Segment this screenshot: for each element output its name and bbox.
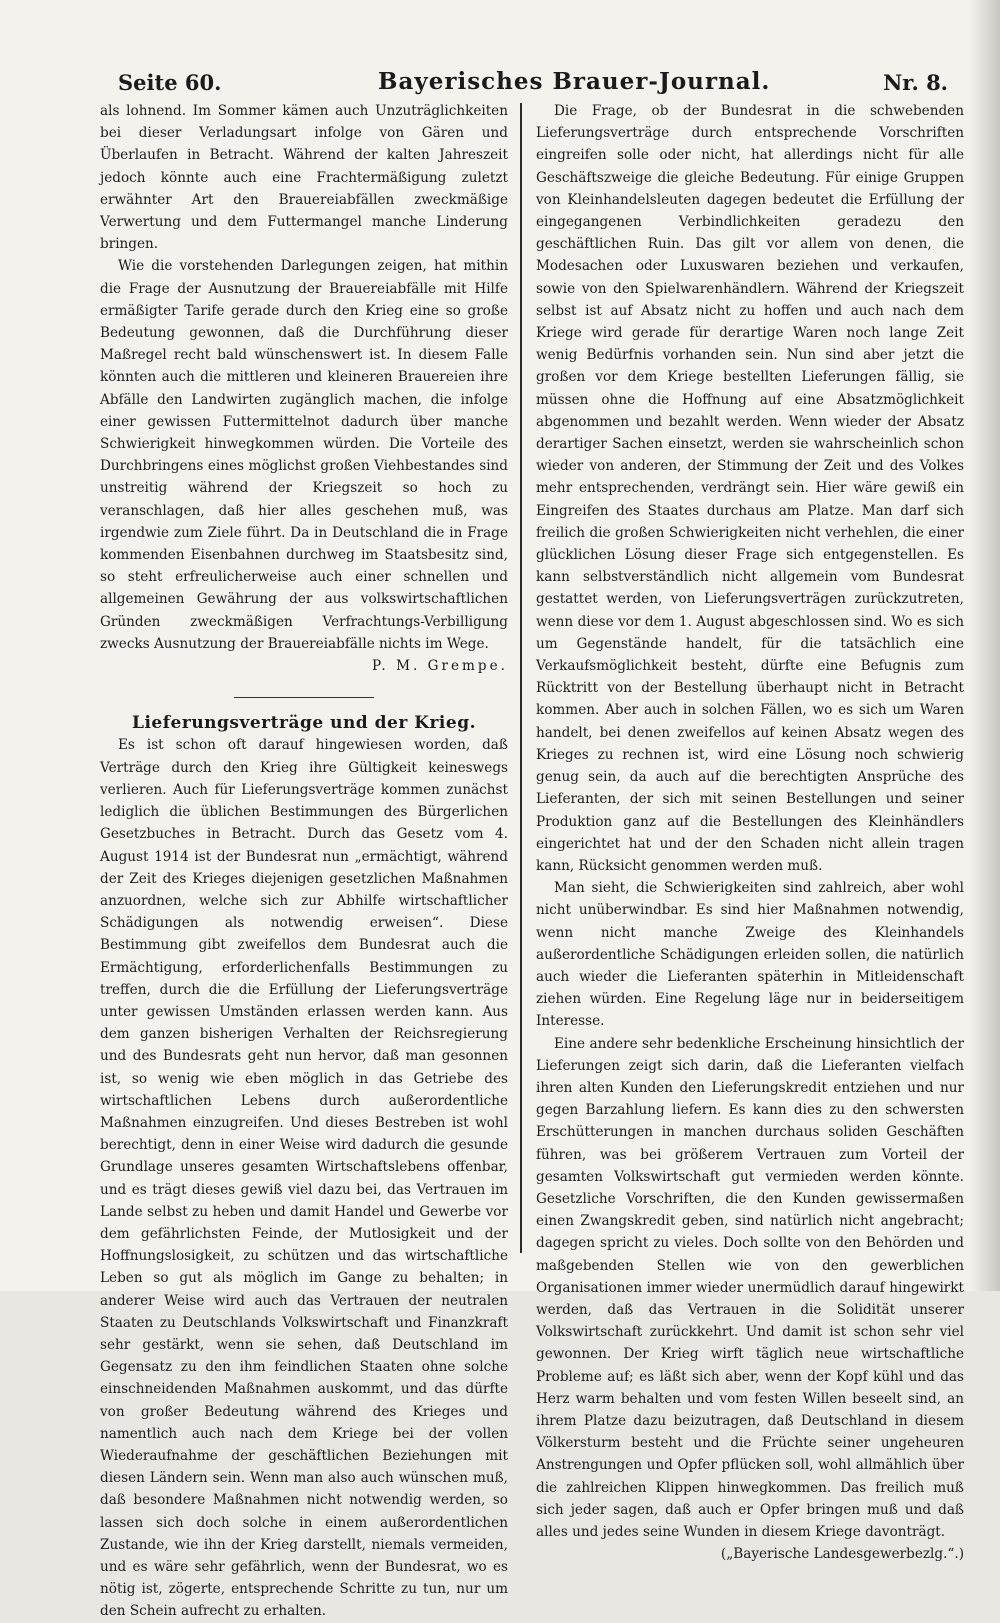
article-paragraph: Man sieht, die Schwierigkeiten sind zahlreich, aber wohl nicht unüberwindbar. Es sind hier Maßnahmen notwendig, wenn nicht manche Zweige des Kleinhandels außerordentliche Schädigungen erleiden sollen, die natürlich auch wieder die Lieferanten späterhin in Mitleidenschaft ziehen würden. Eine Regelung läge nur in beiderseitigem Interesse.: [536, 880, 964, 1030]
binding-shadow: [970, 0, 1000, 1291]
issue-number: Nr. 8.: [883, 70, 948, 95]
section-divider: [234, 697, 374, 698]
article-continuation: als lohnend. Im Sommer kämen auch Unzuträglichkeiten bei dieser Verladungsart infolge von Gären und Überlaufen in Betracht. Während der kalten Jahreszeit jedoch könnte auch eine Frachtermäßigung zuletzt erwähnter Art den Brauereiabfällen zweckmäßige Verwertung und dem Futtermangel manche Linderung bringen.: [100, 103, 508, 253]
journal-title: Bayerisches Brauer-Journal.: [378, 68, 771, 95]
section-paragraph: Es ist schon oft darauf hingewiesen worden, daß Verträge durch den Krieg ihre Gültigkeit keineswegs verlieren. Auch für Lieferungsverträge kommen zunächst lediglich die üblichen Bestimmungen des Bürgerlichen Gesetzbuches in Betracht. Durch das Gesetz vom 4. August 1914 ist der Bundesrat nun „ermächtigt, während der Zeit des Krieges diejenigen gesetzlichen Maßnahmen anzuordnen, welche sich zur Abhilfe wirtschaftlicher Schädigungen als notwendig erweisen“. Diese Bestimmung gibt zweifellos dem Bundesrat auch die Ermächtigung, erforderlichenfalls Bestimmungen zu treffen, durch die die Erfüllung der Lieferungsverträge unter gewissen Umständen erlassen werden kann. Aus dem ganzen bisherigen Verhalten der Reichsregierung und des Bundesrats geht nun hervor, daß man gesonnen ist, so wenig wie eben möglich in das Getriebe des wirtschaftlichen Lebens durch außerordentliche Maßnahmen einzugreifen. Und dieses Bestreben ist wohl berechtigt, denn in einer Weise wird dadurch die gesunde Grundlage unseres gesamten Wirtschaftslebens offenbar, und es trägt dieses gewiß viel dazu bei, das Vertrauen im Lande selbst zu heben und damit Handel und Gewerbe vor dem gefährlichsten Feinde, der Mutlosigkeit und der Hoffnungslosigkeit, zu schützen und das wirtschaftliche Leben so gut als möglich im Gange zu behalten; in anderer Weise wird auch das Vertrauen der neutralen Staaten zu Deutschlands Volkswirtschaft und Finanzkraft sehr gestärkt, wenn sie sehen, daß Deutschland im Gegensatz zu den ihm feindlichen Staaten ohne solche einschneidenden Maßnahmen auskommt, und das dürfte von großer Bedeutung während des Krieges und namentlich auch nach dem Kriege bei der vollen Wiederaufnahme der geschäftlichen Beziehungen mit diesen Ländern sein. Wenn man also auch wünschen muß, daß besondere Maßnahmen nicht notwendig werden, so lassen sich doch solche in einem außerordentlichen Zustande, wie ihn der Krieg darstellt, niemals vermeiden, und es wäre sehr gefährlich, wenn der Bundesrat, wo es nötig ist, zögerte, entsprechende Schritte zu tun, nur um den Schein aufrecht zu erhalten.: [100, 737, 508, 1620]
page-number: Seite 60.: [118, 70, 222, 95]
article-paragraph: Wie die vorstehenden Darlegungen zeigen, hat mithin die Frage der Ausnutzung der Brauereiabfälle mit Hilfe ermäßigter Tarife gerade durch den Krieg eine so große Bedeutung gewonnen, daß die Durchführung dieser Maßregel recht bald wünschenswert ist. In diesem Falle könnten auch die mittleren und kleineren Brauereien ihre Abfälle den Landwirten zugänglich machen, die infolge einer gewissen Futtermittelnot dadurch über manche Schwierigkeit hinwegkommen würden. Die Vorteile des Durchbringens eines möglichst großen Viehbestandes sind unstreitig während der Kriegszeit so hoch zu veranschlagen, daß hier alles geschehen muß, was irgendwie zum Ziele führt. Da in Deutschland die in Frage kommenden Eisenbahnen durchweg im Staatsbesitz sind, so steht erfreulicherweise auch einer schnellen und allgemeinen Gewährung der aus volkswirtschaftlichen Gründen zweckmäßigen Verfrachtungs-Verbilligung zwecks Ausnutzung der Brauereiabfälle nichts im Wege.: [100, 258, 508, 652]
article-signature: P. M. Grempe.: [372, 658, 508, 675]
column-divider: [520, 103, 522, 1253]
article-source: („Bayerische Landesgewerbezlg.“.): [720, 1546, 964, 1563]
section-heading: Lieferungsverträge und der Krieg.: [132, 713, 476, 734]
article-paragraph: Die Frage, ob der Bundesrat in die schwebenden Lieferungsverträge durch entsprechende Vorschriften eingreifen solle oder nicht, hat allerdings nicht für alle Geschäftszweige die gleiche Bedeutung. Für einige Gruppen von Kleinhandelsleuten dagegen bedeutet die Erfüllung der eingegangenen Verbindlichkeiten geradezu den geschäftlichen Ruin. Das gilt vor allem von denen, die Modesachen oder Luxuswaren beziehen und verkaufen, sowie von den Spielwarenhändlern. Während der Kriegszeit selbst ist auf Absatz nicht zu hoffen und auch nach dem Kriege wird gerade für derartige Waren noch lange Zeit wenig Bedürfnis vorhanden sein. Nun sind aber jetzt die großen vor dem Kriege bestellten Lieferungen fällig, sie müssen ohne die Hoffnung auf eine Absatzmöglichkeit abgenommen und bezahlt werden. Wenn wieder der Absatz derartiger Sachen einsetzt, werden sie wahrscheinlich schon wieder von anderen, der Stimmung der Zeit und des Volkes mehr entsprechenden, verdrängt sein. Hier wäre gewiß ein Eingreifen des Staates durchaus am Platze. Man darf sich freilich die großen Schwierigkeiten nicht verhehlen, die einer glücklichen Lösung dieser Frage sich entgegenstellen. Es kann selbstverständlich nicht allgemein vom Bundesrat gestattet werden, von Lieferungsverträgen zurückzutreten, wenn diese vor dem 1. August abgeschlossen sind. Wo es sich um Gegenstände handelt, für die tatsächlich eine Verkaufsmöglichkeit besteht, dürfte eine Befugnis zum Rücktritt von der Bestellung überhaupt nicht in Betracht kommen. Aber auch in solchen Fällen, wo es sich um Waren handelt, bei denen zweifellos auf keinen Absatz wegen des Krieges zu rechnen ist, wird eine Lösung noch schwierig genug sein, da auch auf die berechtigten Ansprüche des Lieferanten, der sich mit seinen Bestellungen und seiner Produktion ganz auf die Bestellungen des Kleinhändlers eingerichtet hat und der den Schaden nicht allein tragen kann, Rücksicht genommen werden muß.: [536, 103, 964, 874]
article-paragraph: Eine andere sehr bedenkliche Erscheinung hinsichtlich der Lieferungen zeigt sich darin, daß die Lieferanten vielfach ihren alten Kunden den Lieferungskredit entziehen und nur gegen Barzahlung liefern. Es kann dies zu den schwersten Erschütterungen in manchen durchaus soliden Geschäften führen, was bei größerem Vertrauen zum Vorteil der gesamten Volkswirtschaft gut vermieden werden könnte. Gesetzliche Vorschriften, die den Kunden gewissermaßen einen Zwangskredit geben, sind natürlich nicht angebracht; dagegen spricht zu vieles. Doch sollte von den Behörden und maßgebenden Stellen wie von den gewerblichen Organisationen immer wieder unermüdlich darauf hingewirkt werden, daß das Vertrauen in die Solidität unserer Volkswirtschaft zurückkehrt. Und damit ist schon sehr viel gewonnen. Der Krieg wirft täglich neue wirtschaftliche Probleme auf; es läßt sich aber, wenn der Kopf kühl und das Herz warm behalten und vom festen Willen beseelt sind, an ihrem Platze dazu beizutragen, daß Deutschland in diesem Völkersturm besteht und die Früchte seiner ungeheuren Anstrengungen und Opfer pflücken soll, wohl allmählich über die zahlreichen Klippen hinwegkommen. Das freilich muß sich jeder sagen, daß auch er Opfer bringen muß und daß alles und jedes seine Wunden in diesem Kriege davonträgt.: [536, 1035, 964, 1540]
right-column: [536, 100, 964, 1565]
left-column: [100, 100, 508, 1623]
